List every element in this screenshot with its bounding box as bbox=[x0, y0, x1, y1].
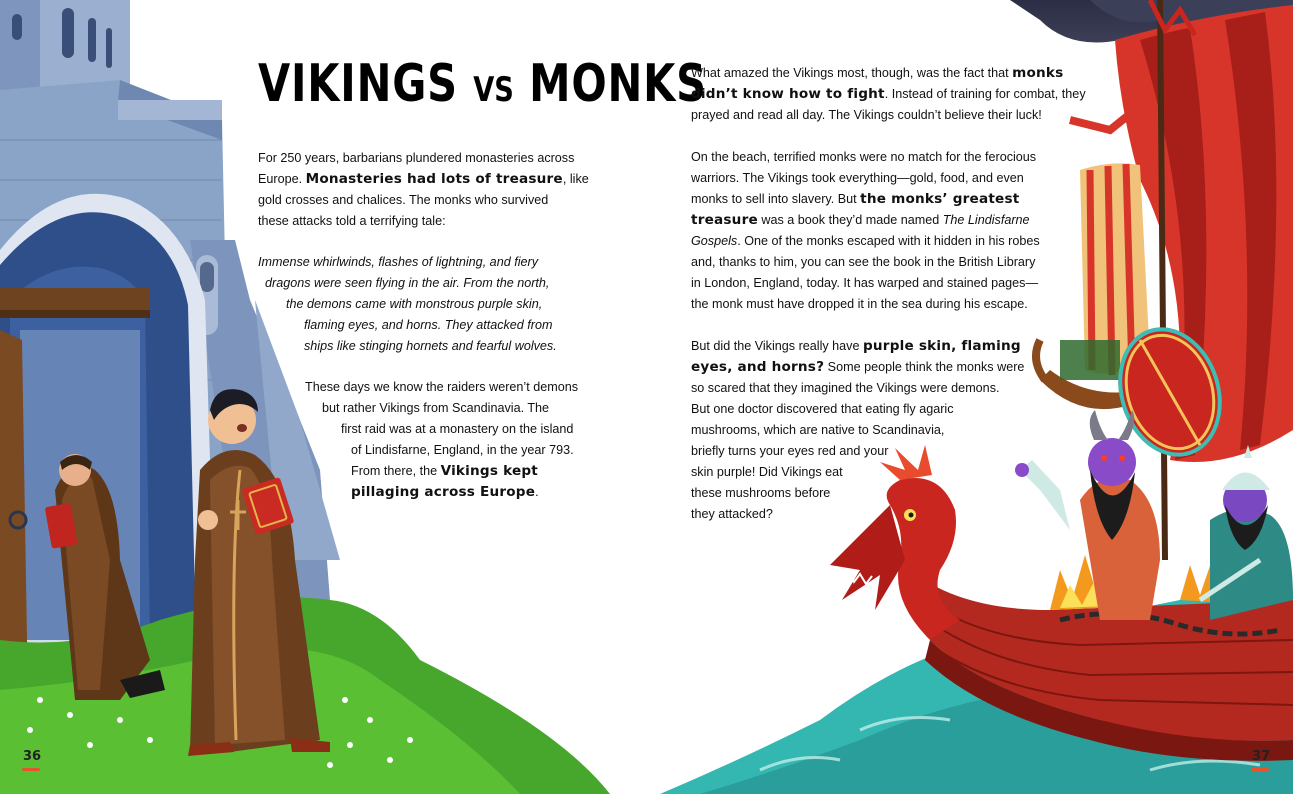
text-line: in London, England, today. It has warped and stained pages— bbox=[691, 276, 1039, 290]
text-line: But did the Vikings really have purple skin, flaming bbox=[691, 338, 1021, 354]
dragon-prow bbox=[830, 445, 960, 640]
text-line: For 250 years, barbarians plundered monasteries across bbox=[258, 151, 575, 165]
text-line: treasure was a book they’d made named The Lindisfarne bbox=[691, 212, 1030, 228]
quote-line: ships like stinging hornets and fearful wolves. bbox=[304, 339, 557, 353]
text-line: skin purple! Did Vikings eat bbox=[691, 465, 843, 479]
text-line: briefly turns your eyes red and your bbox=[691, 444, 889, 458]
text-line: they attacked? bbox=[691, 507, 773, 521]
text-line: the monk must have dropped it in the sea during his escape. bbox=[691, 297, 1028, 311]
text-line: but rather Vikings from Scandinavia. The bbox=[322, 401, 550, 415]
text-line: Gospels. One of the monks escaped with it hidden in his robes bbox=[691, 234, 1040, 248]
page-number-underline bbox=[22, 768, 40, 771]
text-line: warriors. The Vikings took everything—gold, food, and even bbox=[691, 171, 1024, 185]
text-line: mushrooms, which are native to Scandinavia, bbox=[691, 423, 945, 437]
text-line: But one doctor discovered that eating fly agaric bbox=[691, 402, 954, 416]
text-line: so scared that they imagined the Vikings were demons. bbox=[691, 381, 1000, 395]
text-line: pillaging across Europe. bbox=[351, 484, 539, 500]
page-title: VIKINGS VS MONKS bbox=[258, 54, 707, 114]
text-line: These days we know the raiders weren’t demons bbox=[305, 380, 578, 394]
text-line: of Lindisfarne, England, in the year 793. bbox=[351, 443, 574, 457]
text-line: didn’t know how to fight. Instead of training for combat, they bbox=[691, 86, 1086, 102]
text-line: From there, the Vikings kept bbox=[351, 463, 538, 479]
quote-line: the demons came with monstrous purple skin, bbox=[286, 297, 543, 311]
text-line: On the beach, terrified monks were no match for the ferocious bbox=[691, 150, 1037, 164]
monastery-tower bbox=[0, 0, 130, 95]
text-line: prayed and read all day. The Vikings couldn’t believe their luck! bbox=[691, 108, 1042, 122]
text-line: What amazed the Vikings most, though, was the fact that monks bbox=[691, 65, 1064, 81]
page-number-right: 37 bbox=[1252, 749, 1271, 764]
viking-warrior-2 bbox=[1200, 445, 1293, 620]
page-number-left: 36 bbox=[23, 749, 42, 764]
page-number-underline bbox=[1251, 768, 1269, 771]
text-line: eyes, and horns? Some people think the monks were bbox=[691, 359, 1025, 375]
quote-line: Immense whirlwinds, flashes of lightning, and fiery bbox=[258, 255, 538, 269]
text-line: monks to sell into slavery. But the monks’ greatest bbox=[691, 191, 1020, 207]
text-line: these attacks told a terrifying tale: bbox=[258, 214, 446, 228]
quote-line: flaming eyes, and horns. They attacked from bbox=[304, 318, 553, 332]
text-line: gold crosses and chalices. The monks who survived bbox=[258, 193, 549, 207]
quote-line: dragons were seen flying in the air. From the north, bbox=[265, 276, 550, 290]
text-line: these mushrooms before bbox=[691, 486, 831, 500]
text-line: first raid was at a monastery on the island bbox=[341, 422, 574, 436]
text-line: and, thanks to him, you can see the book in the British Library bbox=[691, 255, 1036, 269]
text-line: Europe. Monasteries had lots of treasure, like bbox=[258, 171, 589, 187]
